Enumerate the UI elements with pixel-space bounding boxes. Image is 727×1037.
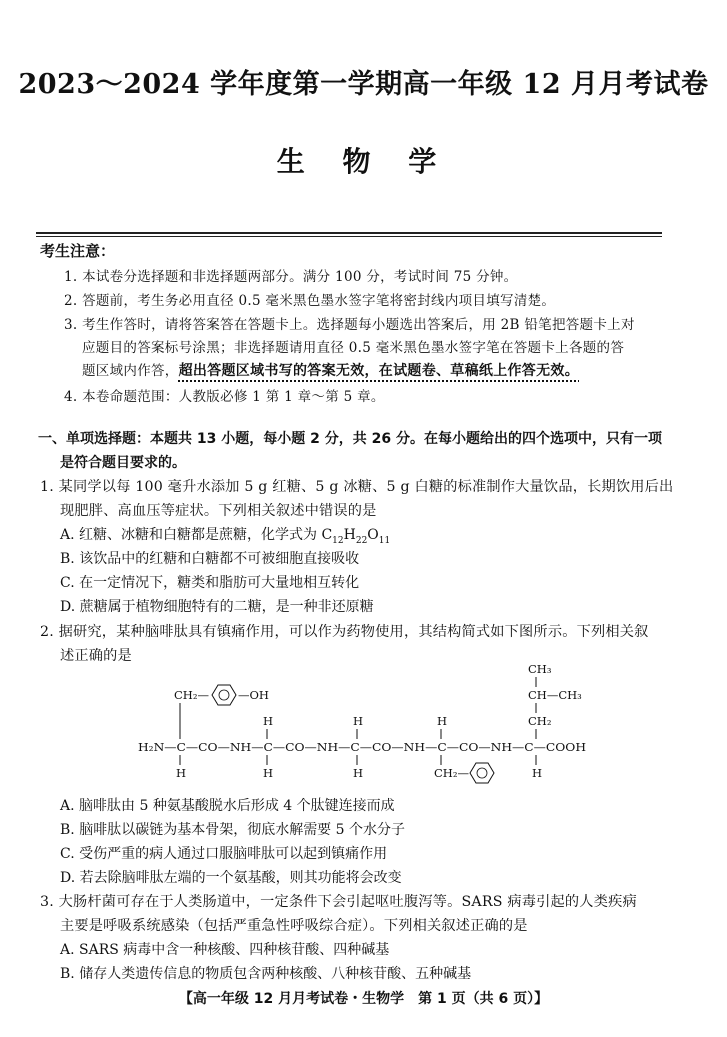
subject-title: 生 物 学 bbox=[276, 145, 451, 178]
q2-option-d: D. 若去除脑啡肽左端的一个氨基酸，则其功能将会改变 bbox=[60, 870, 402, 886]
q1-option-d: D. 蔗糖属于植物细胞特有的二糖，是一种非还原糖 bbox=[60, 599, 374, 615]
q3-option-b: B. 储存人类遗传信息的物质包含两种核酸、八种核苷酸、五种碱基 bbox=[60, 966, 472, 982]
struct-h: H bbox=[532, 766, 543, 780]
struct-h: H bbox=[353, 766, 364, 780]
formula-h: H bbox=[343, 527, 356, 543]
section-1-instruction-line-2: 是符合题目要求的。 bbox=[60, 455, 186, 471]
struct-h: H bbox=[353, 714, 364, 728]
q2-stem-line-2: 述正确的是 bbox=[60, 648, 132, 664]
exam-title: 2023～2024 学年度第一学期高一年级 12 月月考试卷 bbox=[18, 69, 709, 100]
q2-option-a: A. 脑啡肽由 5 种氨基酸脱水后形成 4 个肽键连接而成 bbox=[60, 798, 395, 814]
q1-option-a-text: A. 红糖、冰糖和白糖都是蔗糖，化学式为 C bbox=[60, 527, 333, 543]
struct-h: H bbox=[437, 714, 448, 728]
enkephalin-structure-diagram bbox=[0, 655, 727, 795]
benzene-ring-icon bbox=[212, 685, 236, 705]
notice-item-3-line-3-lead: 题区域内作答， bbox=[82, 363, 179, 379]
notice-item-2: 2. 答题前，考生务必用直径 0.5 毫米黑色墨水签字笔将密封线内项目填写清楚。 bbox=[64, 293, 556, 309]
formula-sub-o: 11 bbox=[378, 535, 391, 546]
q1-stem-line-1: 1. 某同学以每 100 毫升水添加 5 g 红糖、5 g 冰糖、5 g 白糖的标准制作大量饮品，长期饮用后出 bbox=[40, 479, 674, 495]
notice-item-3-line-2: 应题目的答案标号涂黑；非选择题请用直径 0.5 毫米黑色墨水签字笔在答题卡上各题的答 bbox=[82, 340, 625, 356]
aromatic-circle-icon bbox=[219, 690, 229, 700]
struct-ch-ch3: CH—CH₃ bbox=[528, 688, 582, 702]
divider-thin bbox=[36, 236, 662, 237]
section-1-instruction-line-1: 一、单项选择题：本题共 13 小题，每小题 2 分，共 26 分。在每小题给出的四个选项中，只有一项 bbox=[38, 431, 662, 447]
q2-option-b: B. 脑啡肽以碳链为基本骨架，彻底水解需要 5 个水分子 bbox=[60, 822, 405, 838]
q1-option-a bbox=[60, 524, 390, 546]
notice-item-3-line-1: 3. 考生作答时，请将答案答在答题卡上。选择题每小题选出答案后，用 2B 铅笔把答题卡上对 bbox=[64, 317, 635, 333]
formula-sub-c: 12 bbox=[332, 535, 344, 546]
struct-main-chain: H₂N—C—CO—NH—C—CO—NH—C—CO—NH—C—CO—NH—C—COOH bbox=[138, 740, 586, 754]
struct-ch2-bottom: CH₂— bbox=[434, 766, 469, 780]
q1-stem-line-2: 现肥胖、高血压等症状。下列相关叙述中错误的是 bbox=[60, 503, 377, 519]
struct-h: H bbox=[176, 766, 187, 780]
benzene-ring-icon bbox=[470, 763, 494, 783]
notice-emphasis: 超出答题区域书写的答案无效，在试题卷、草稿纸上作答无效。 bbox=[178, 363, 580, 379]
struct-ch2-right: CH₂ bbox=[528, 714, 552, 728]
struct-top-ch3: CH₃ bbox=[528, 662, 552, 676]
struct-h: H bbox=[263, 714, 274, 728]
notice-item-4: 4. 本卷命题范围：人教版必修 1 第 1 章～第 5 章。 bbox=[64, 389, 385, 405]
struct-oh: —OH bbox=[238, 688, 269, 702]
q3-stem-line-2: 主要是呼吸系统感染（包括严重急性呼吸综合症）。下列相关叙述正确的是 bbox=[60, 918, 528, 934]
q2-stem-line-1: 2. 据研究，某种脑啡肽具有镇痛作用，可以作为药物使用，其结构简式如下图所示。下列相关叙 bbox=[40, 624, 649, 640]
formula-o: O bbox=[367, 527, 379, 543]
notice-heading: 考生注意： bbox=[40, 242, 116, 260]
divider-thick bbox=[36, 232, 662, 234]
q1-option-b: B. 该饮品中的红糖和白糖都不可被细胞直接吸收 bbox=[60, 551, 360, 567]
struct-ch2-left: CH₂— bbox=[174, 688, 209, 702]
struct-h: H bbox=[263, 766, 274, 780]
q3-option-a: A. SARS 病毒中含一种核酸、四种核苷酸、四种碱基 bbox=[60, 942, 390, 958]
q2-option-c: C. 受伤严重的病人通过口服脑啡肽可以起到镇痛作用 bbox=[60, 846, 388, 862]
notice-item-3-line-3 bbox=[82, 359, 579, 380]
formula-sub-h: 22 bbox=[355, 535, 368, 546]
aromatic-circle-icon bbox=[477, 768, 487, 778]
notice-item-1: 1. 本试卷分选择题和非选择题两部分。满分 100 分，考试时间 75 分钟。 bbox=[64, 269, 518, 285]
page-footer: 【高一年级 12 月月考试卷・生物学 第 1 页（共 6 页）】 bbox=[178, 991, 549, 1007]
q1-option-c: C. 在一定情况下，糖类和脂肪可大量地相互转化 bbox=[60, 575, 360, 591]
q3-stem-line-1: 3. 大肠杆菌可存在于人类肠道中，一定条件下会引起呕吐腹泻等。SARS 病毒引起的人类疾病 bbox=[40, 894, 637, 910]
